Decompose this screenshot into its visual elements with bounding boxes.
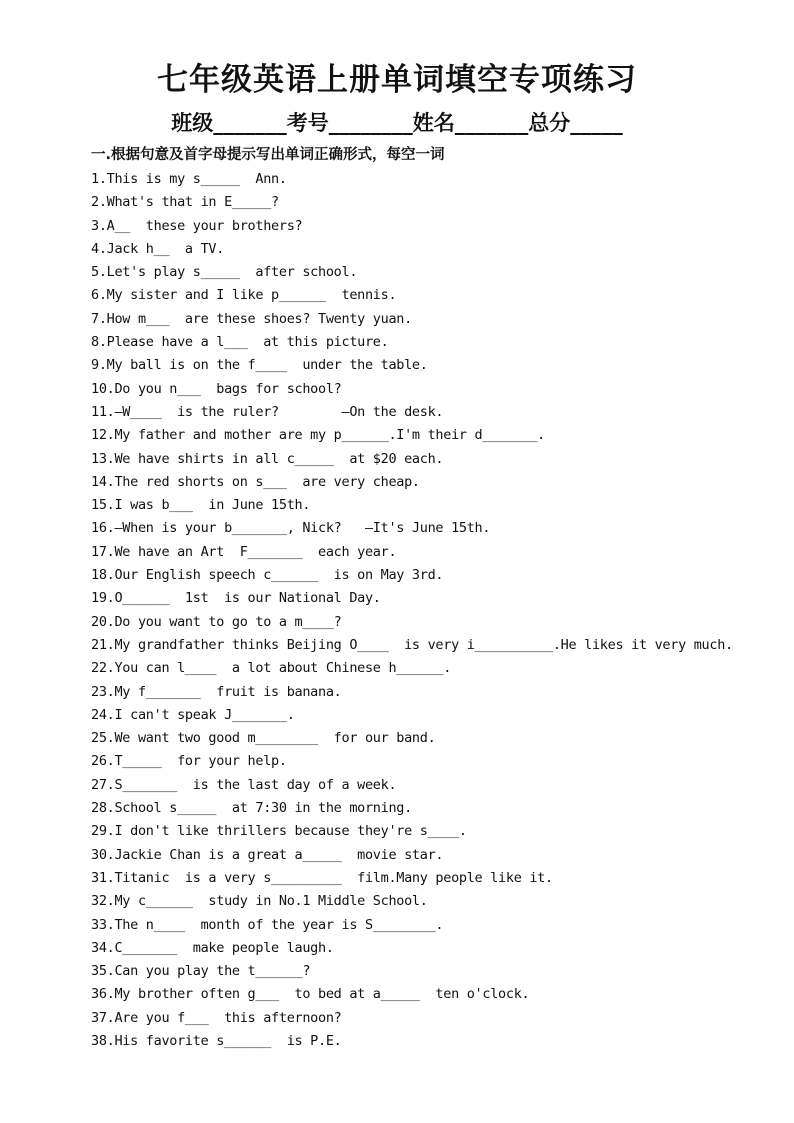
question-item: 30.Jackie Chan is a great a_____ movie star. (91, 846, 444, 863)
question-item: 3.A__ these your brothers? (91, 217, 303, 234)
question-item: 29.I don't like thrillers because they're s____. (91, 823, 467, 840)
question-item: 6.My sister and I like p______ tennis. (91, 287, 397, 304)
question-item: 38.His favorite s______ is P.E. (91, 1032, 342, 1049)
question-item: 7.How m___ are these shoes? Twenty yuan. (91, 310, 412, 327)
question-item: 18.Our English speech c______ is on May 3rd. (91, 567, 444, 584)
question-item: 26.T_____ for your help. (91, 753, 287, 770)
question-item: 14.The red shorts on s___ are very cheap. (91, 473, 420, 490)
worksheet-title: 七年级英语上册单词填空专项练习 (157, 62, 637, 98)
question-item: 19.O______ 1st is our National Day. (91, 590, 381, 607)
question-item: 32.My c______ study in No.1 Middle School. (91, 893, 428, 910)
question-item: 33.The n____ month of the year is S________. (91, 916, 444, 933)
section-heading: 一.根据句意及首字母提示写出单词正确形式，每空一词 (91, 147, 445, 163)
question-item: 21.My grandfather thinks Beijing O____ is very i__________.He likes it very much. (91, 636, 733, 653)
question-item: 11.—W____ is the ruler? —On the desk. (91, 403, 444, 420)
question-list (91, 168, 781, 1053)
question-item: 17.We have an Art F_______ each year. (91, 543, 397, 560)
question-item: 23.My f_______ fruit is banana. (91, 683, 342, 700)
question-item: 4.Jack h__ a TV. (91, 240, 225, 257)
question-item: 1.This is my s_____ Ann. (91, 171, 287, 187)
question-item: 35.Can you play the t______? (91, 963, 311, 980)
question-item: 13.We have shirts in all c_____ at $20 each. (91, 450, 444, 467)
question-item: 16.—When is your b_______, Nick? —It's June 15th. (91, 520, 491, 537)
question-item: 8.Please have a l___ at this picture. (91, 334, 389, 351)
question-item: 10.Do you n___ bags for school? (91, 380, 342, 397)
student-info-line: 班级_______考号________姓名_______总分_____ (171, 111, 623, 135)
question-item: 12.My father and mother are my p______.I'm their d_______. (91, 427, 546, 444)
question-item: 37.Are you f___ this afternoon? (91, 1009, 342, 1026)
question-item: 15.I was b___ in June 15th. (91, 497, 311, 514)
question-item: 27.S_______ is the last day of a week. (91, 776, 397, 793)
question-item: 2.What's that in E_____? (91, 194, 279, 211)
question-item: 28.School s_____ at 7:30 in the morning. (91, 800, 412, 817)
question-item: 25.We want two good m________ for our band. (91, 730, 436, 747)
question-item: 5.Let's play s_____ after school. (91, 264, 358, 281)
question-item: 34.C_______ make people laugh. (91, 939, 334, 956)
question-item: 36.My brother often g___ to bed at a_____ ten o'clock. (91, 986, 530, 1003)
question-item: 24.I can't speak J_______. (91, 706, 295, 723)
question-item: 31.Titanic is a very s_________ film.Many people like it. (91, 869, 553, 886)
question-item: 9.My ball is on the f____ under the table. (91, 357, 428, 374)
question-item: 20.Do you want to go to a m____? (91, 613, 342, 630)
question-item: 22.You can l____ a lot about Chinese h______. (91, 660, 452, 677)
